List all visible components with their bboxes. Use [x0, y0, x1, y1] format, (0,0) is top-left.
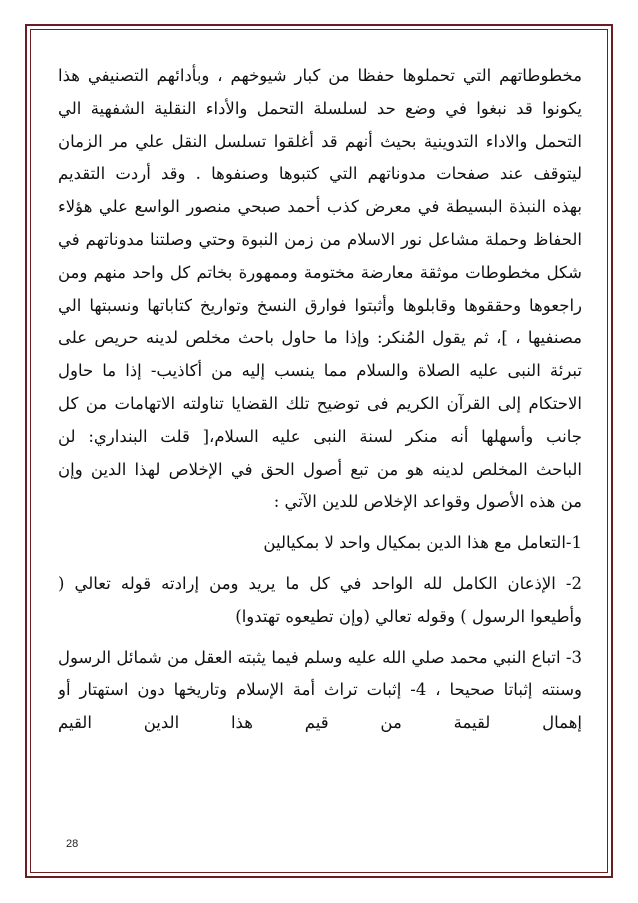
- paragraph: [58, 568, 582, 634]
- text-line: جانب وأسهلها أنه منكر لسنة النبى عليه السلام،[ قلت البنداري: لن: [58, 426, 582, 446]
- text-line: راجعوها وحققوها وقابلوها وأثبتوا فوارق النسخ وتواريخ كتاباتها ونسبتها الي: [58, 295, 582, 315]
- text-line: بهذه النبذة البسيطة في معرض كذب أحمد صبحي منصور الواسع علي هؤلاء: [58, 197, 582, 217]
- text-line: الباحث المخلص لدينه هو من تبع أصول الحق في الإخلاص لهذا الدين وإن: [58, 459, 582, 479]
- text-line: تبرئة النبى عليه الصلاة والسلام مما ينسب إليه من أكاذيب- إذا ما حاول: [58, 361, 582, 381]
- text-line: ليتوقف عند صفحات مدوناتهم التي كتبوها وصنفوها . وقد أردت التقديم: [58, 164, 582, 184]
- text-line: مصنفيها ، ]، ثم يقول المُنكر: وإذا ما حاول باحث مخلص لدينه حريص على: [58, 328, 582, 348]
- text-line: يكونوا قد نبغوا في وضع حد لسلسلة التحمل والأداء النقلية الشفهية الي: [58, 98, 582, 118]
- text-line: 2- الإذعان الكامل لله الواحد في كل ما يريد ومن إرادته قوله تعالي (: [58, 573, 582, 593]
- page-body: [58, 60, 582, 740]
- text-line: 3- اتباع النبي محمد صلي الله عليه وسلم فيما يثبته العقل من شمائل الرسول: [58, 647, 582, 667]
- text-line: الحفاظ وحملة مشاعل نور الاسلام من زمن النبوة وحتي وصلتنا مدوناتهم في: [58, 229, 582, 249]
- paragraph: [58, 60, 582, 519]
- text-line: التحمل والاداء التدوينية بحيث أنهم قد أغلقوا تسلسل النقل علي مر الزمان: [58, 131, 582, 151]
- text-line: من هذه الأصول وقواعد الإخلاص للدين الآتي :: [273, 492, 582, 512]
- text-line: إهمال لقيمة من قيم هذا الدين القيم: [58, 713, 582, 733]
- page-number: 28: [66, 838, 79, 850]
- text-line: 1-التعامل مع هذا الدين بمكيال واحد لا بمكيالين: [263, 533, 582, 553]
- paragraph: [58, 642, 582, 740]
- text-line: شكل مخطوطات موثقة معارضة مختومة وممهورة بخاتم كل واحد منهم ومن: [58, 262, 582, 282]
- text-line: مخطوطاتهم التي تحملوها حفظا من كبار شيوخهم ، وبأدائهم التصنيفي هذا: [58, 66, 582, 85]
- paragraph: [58, 527, 582, 560]
- text-line: وسنته إثباتا صحيحا ، 4- إثبات تراث أمة الإسلام وتاريخها دون استهتار أو: [58, 680, 582, 700]
- text-line: الاحتكام إلى القرآن الكريم فى توضيح تلك القضايا تناولته الاتهامات من كل: [58, 393, 582, 413]
- text-line: وأطيعوا الرسول ) وقوله تعالي (وإن تطيعوه تهتدوا): [235, 606, 582, 626]
